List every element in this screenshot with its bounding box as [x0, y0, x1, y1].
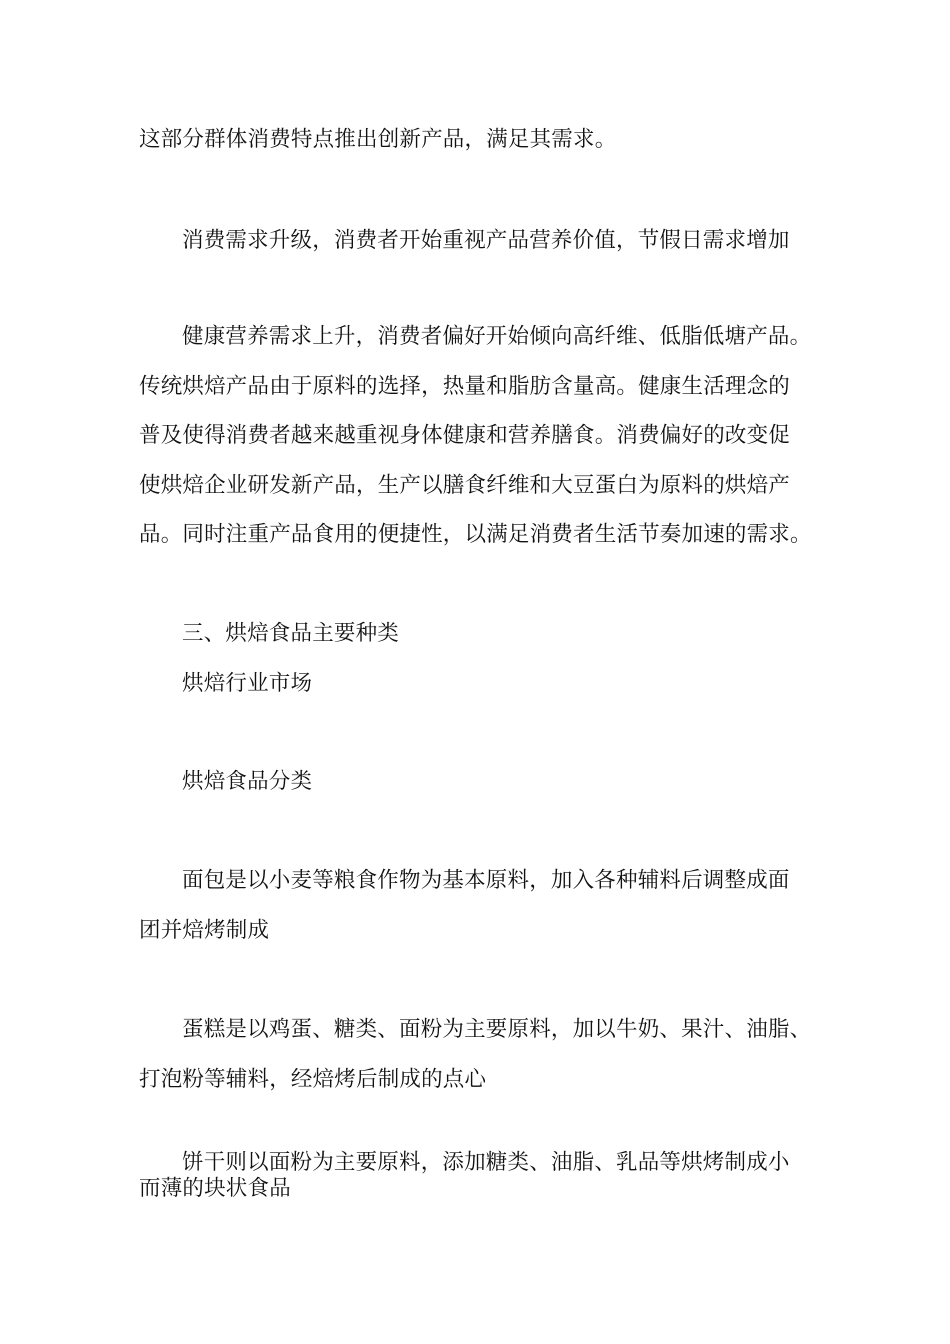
text-line: 传统烘焙产品由于原料的选择，热量和脂肪含量高。健康生活理念的 [139, 374, 791, 399]
text-line: 普及使得消费者越来越重视身体健康和营养膳食。消费偏好的改变促 [139, 423, 791, 448]
text-line: 蛋糕是以鸡蛋、糖类、面粉为主要原料，加以牛奶、果汁、油脂、 [182, 1017, 812, 1042]
text-line: 面包是以小麦等粮食作物为基本原料，加入各种辅料后调整成面 [182, 868, 790, 893]
text-line: 品。同时注重产品食用的便捷性，以满足消费者生活节奏加速的需求。 [139, 522, 812, 547]
text-line: 而薄的块状食品 [139, 1176, 291, 1201]
text-line: 团并焙烤制成 [139, 918, 270, 943]
subheading: 烘焙行业市场 [182, 671, 313, 696]
text-line: 健康营养需求上升，消费者偏好开始倾向高纤维、低脂低塘产品。 [182, 324, 812, 349]
text-line: 打泡粉等辅料，经焙烤后制成的点心 [139, 1067, 487, 1092]
text-line: 饼干则以面粉为主要原料，添加糖类、油脂、乳品等烘烤制成小 [182, 1150, 790, 1175]
section-heading: 三、烘焙食品主要种类 [182, 621, 400, 646]
text-line: 使烘焙企业研发新产品，生产以膳食纤维和大豆蛋白为原料的烘焙产 [139, 473, 791, 498]
text-line: 这部分群体消费特点推出创新产品，满足其需求。 [139, 127, 617, 152]
subheading: 烘焙食品分类 [182, 769, 313, 794]
text-line: 消费需求升级，消费者开始重视产品营养价值，节假日需求增加 [182, 228, 790, 253]
